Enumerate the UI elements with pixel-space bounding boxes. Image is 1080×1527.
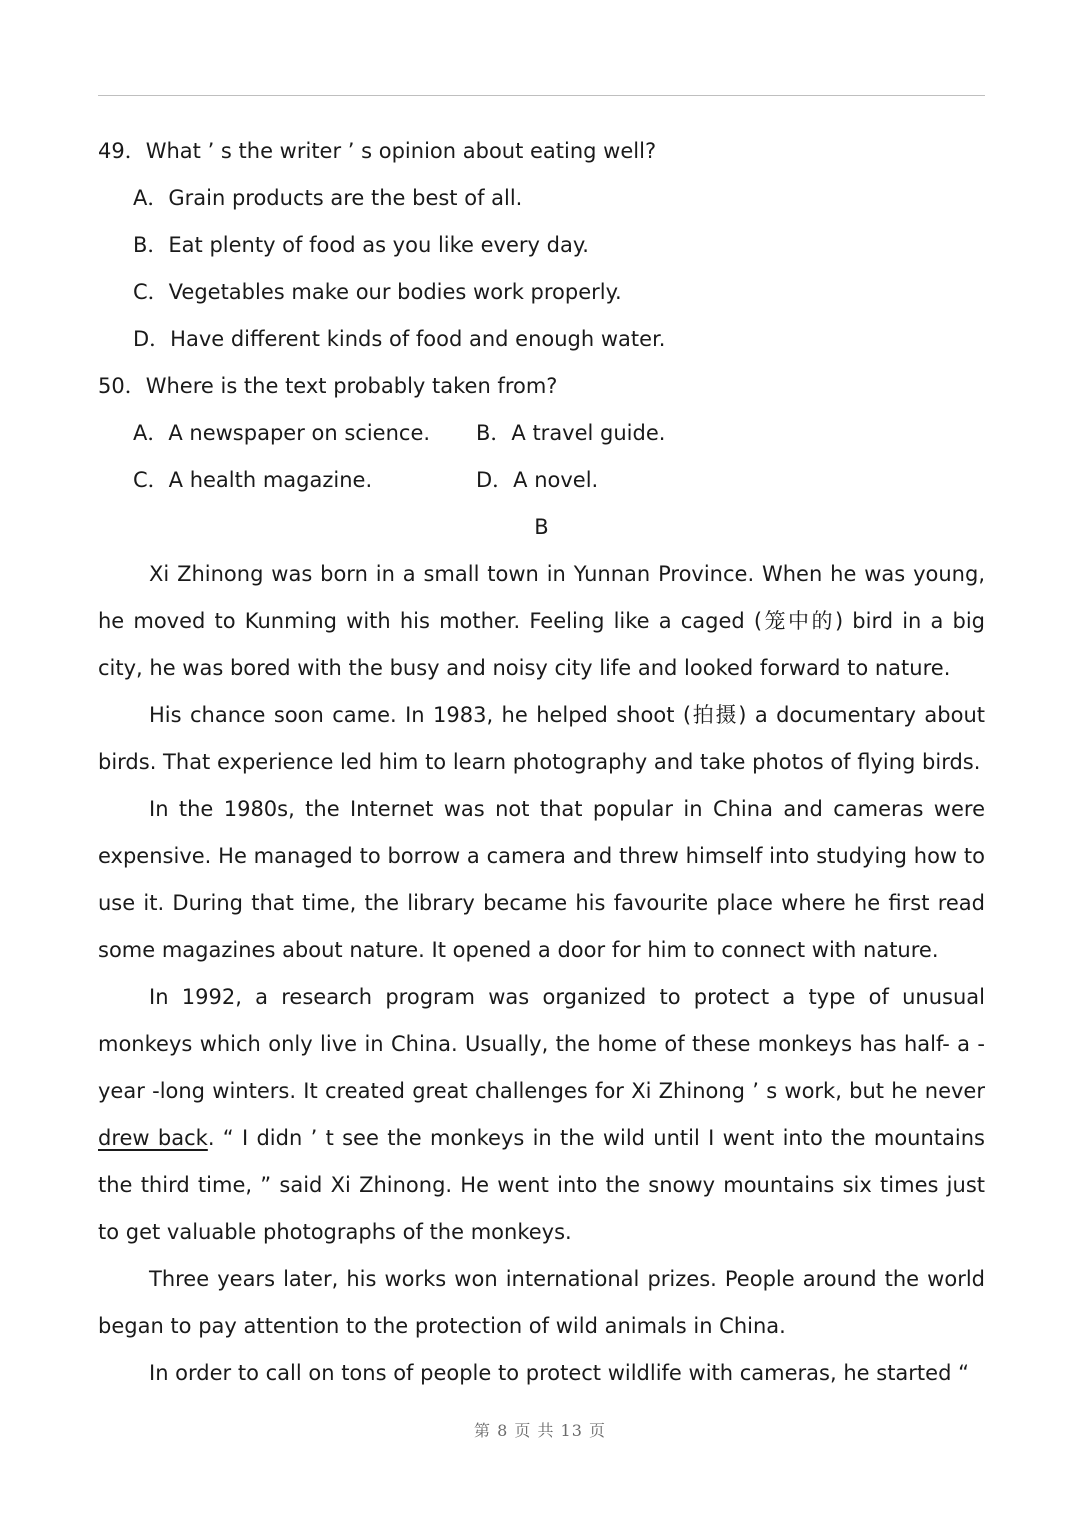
option-b: B．A travel guide. (476, 421, 666, 445)
option-a: A．A newspaper on science. (133, 421, 431, 445)
options-row (98, 410, 985, 457)
header-rule (98, 95, 985, 96)
option-d: D．A novel. (476, 468, 599, 492)
option-d: D．Have different kinds of food and enough water. (133, 327, 666, 351)
option-c: C．A health magazine. (133, 468, 373, 492)
passage-paragraph: Xi Zhinong was born in a small town in Yunnan Province. When he was young, he moved to Kunming with his mother. Feeling like a caged (笼中的) bird in a big city, he was bored with the busy and noisy city life and looked forward to nature. (98, 562, 985, 680)
section-heading: B (534, 515, 549, 539)
passage-paragraph: His chance soon came. In 1983, he helped shoot (拍摄) a documentary about birds. That experience led him to learn photography and take photos of flying birds. (98, 703, 985, 774)
option-b: B．Eat plenty of food as you like every day. (133, 233, 589, 257)
paragraph-text: . “ I didn ’ t see the monkeys in the wild until I went into the mountains the third time, ” said Xi Zhinong. He went into the snowy mountains six times just to get valuable photographs of the monkeys. (98, 1126, 985, 1244)
underlined-phrase: drew back (98, 1126, 208, 1150)
question-stem: 49．What ’ s the writer ’ s opinion about eating well? (98, 139, 657, 163)
page-number: 第 8 页 共 13 页 (474, 1421, 606, 1440)
paragraph-text: In 1992, a research program was organized to protect a type of unusual monkeys which only live in China. Usually, the home of these monkeys has half- a -year -long winters. It created great challenges for Xi Zhinong ’ s work, but he never (98, 985, 985, 1103)
passage-paragraph (98, 974, 985, 1256)
option-a: A．Grain products are the best of all. (133, 186, 523, 210)
page-content (98, 128, 985, 1397)
passage-paragraph: Three years later, his works won international prizes. People around the world began to pay attention to the protection of wild animals in China. (98, 1267, 985, 1338)
options-row (98, 457, 985, 504)
question-49 (98, 128, 985, 363)
option-c: C．Vegetables make our bodies work properly. (133, 280, 622, 304)
question-stem: 50．Where is the text probably taken from? (98, 374, 558, 398)
passage-paragraph: In the 1980s, the Internet was not that popular in China and cameras were expensive. He managed to borrow a camera and threw himself into studying how to use it. During that time, the library became his favourite place where he first read some magazines about nature. It opened a door for him to connect with nature. (98, 797, 985, 962)
question-50 (98, 363, 985, 504)
passage-paragraph: In order to call on tons of people to protect wildlife with cameras, he started “ (149, 1361, 969, 1385)
